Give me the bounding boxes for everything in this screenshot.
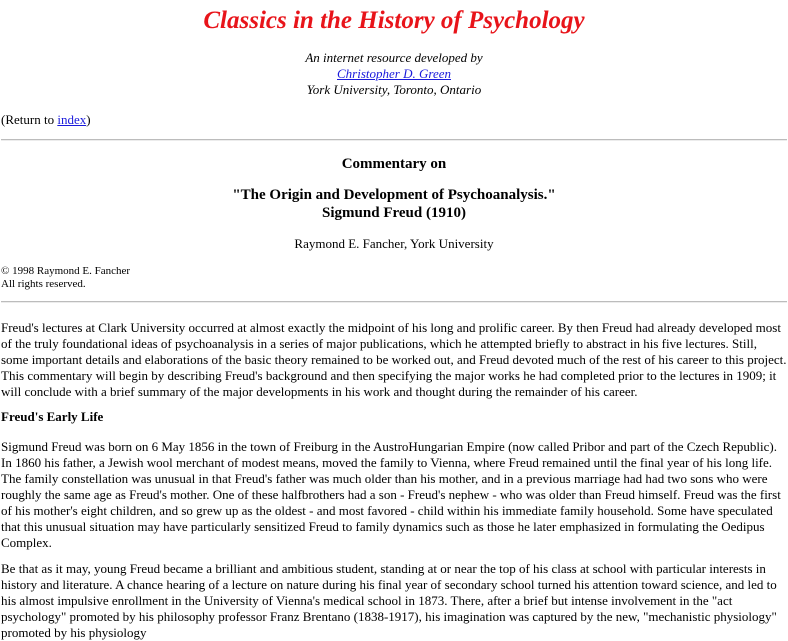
return-suffix: ): [86, 112, 91, 127]
return-nav: [1, 112, 787, 128]
work-author: Sigmund Freud (1910): [322, 205, 466, 221]
copyright: [1, 265, 787, 291]
affiliation: York University, Toronto, Ontario: [306, 82, 482, 97]
divider: [1, 301, 787, 303]
commentator: Raymond E. Fancher, York University: [294, 236, 494, 251]
subtitle: An internet resource developed by: [305, 50, 483, 65]
rights-line: All rights reserved.: [1, 278, 86, 290]
commentary-label: Commentary on: [341, 156, 447, 172]
credit-block: [1, 50, 787, 98]
student-paragraph: Be that as it may, young Freud became a brilliant and ambitious student, standing at or near the top of his class at school with particular interests in history and literature. A chance hearing of a lecture on nature during his final year of secondary school turned his attention toward science, and led to his almost impulsive enrollment in the University of Vienna's medical school in 1873. There, after a brief but intense involvement in the "act psychology" promoted by his philosophy professor Franz Brentano (1838-1917), his imagination was captured by the new, "mechanistic physiology" promoted by his physiology: [1, 561, 777, 640]
developer-link[interactable]: Christopher D. Green: [337, 66, 451, 81]
page: [0, 6, 787, 641]
divider: [1, 139, 787, 141]
index-link[interactable]: index: [57, 112, 87, 127]
intro-paragraph: Freud's lectures at Clark University occurred at almost exactly the midpoint of his long and prolific career. By then Freud had already developed most of the truly foundational ideas of psychoanalysis in a series of major publications, which he attempted briefly to abstract in his five lectures. Still, some important details and elaborations of the basic theory remained to be worked out, and Freud devoted much of the rest of his career to this project. This commentary will begin by describing Freud's background and then specifying the major works he had completed prior to the lectures in 1909; it will conclude with a brief summary of the major developments in his work and thought during the remainder of his career.: [1, 320, 787, 399]
site-title: Classics in the History of Psychology: [203, 7, 585, 34]
work-title: "The Origin and Development of Psychoanalysis.": [232, 187, 556, 203]
work-title-block: [1, 186, 787, 222]
early-life-paragraph: Sigmund Freud was born on 6 May 1856 in the town of Freiburg in the AustroHungarian Empire (now called Pribor and part of the Czech Republic). In 1860 his father, a Jewish wool merchant of modest means, moved the family to Vienna, where Freud remained until the final year of his long life. The family constellation was unusual in that Freud's father was much older than his mother, and in a previous marriage had had two sons who were roughly the same age as Freud's mother. One of these halfbrothers had a son - Freud's nephew - who was older than Freud himself. Freud was the first of his mother's eight children, and so grew up as the oldest - and most favored - child within his immediate family household. Some have speculated that this unusual situation may have particularly sensitized Freud to family dynamics such as those he later emphasized in formulating the Oedipus Complex.: [1, 439, 781, 550]
copyright-line: © 1998 Raymond E. Fancher: [1, 265, 131, 277]
section-heading: Freud's Early Life: [1, 409, 104, 424]
return-prefix: (Return to: [1, 112, 58, 127]
